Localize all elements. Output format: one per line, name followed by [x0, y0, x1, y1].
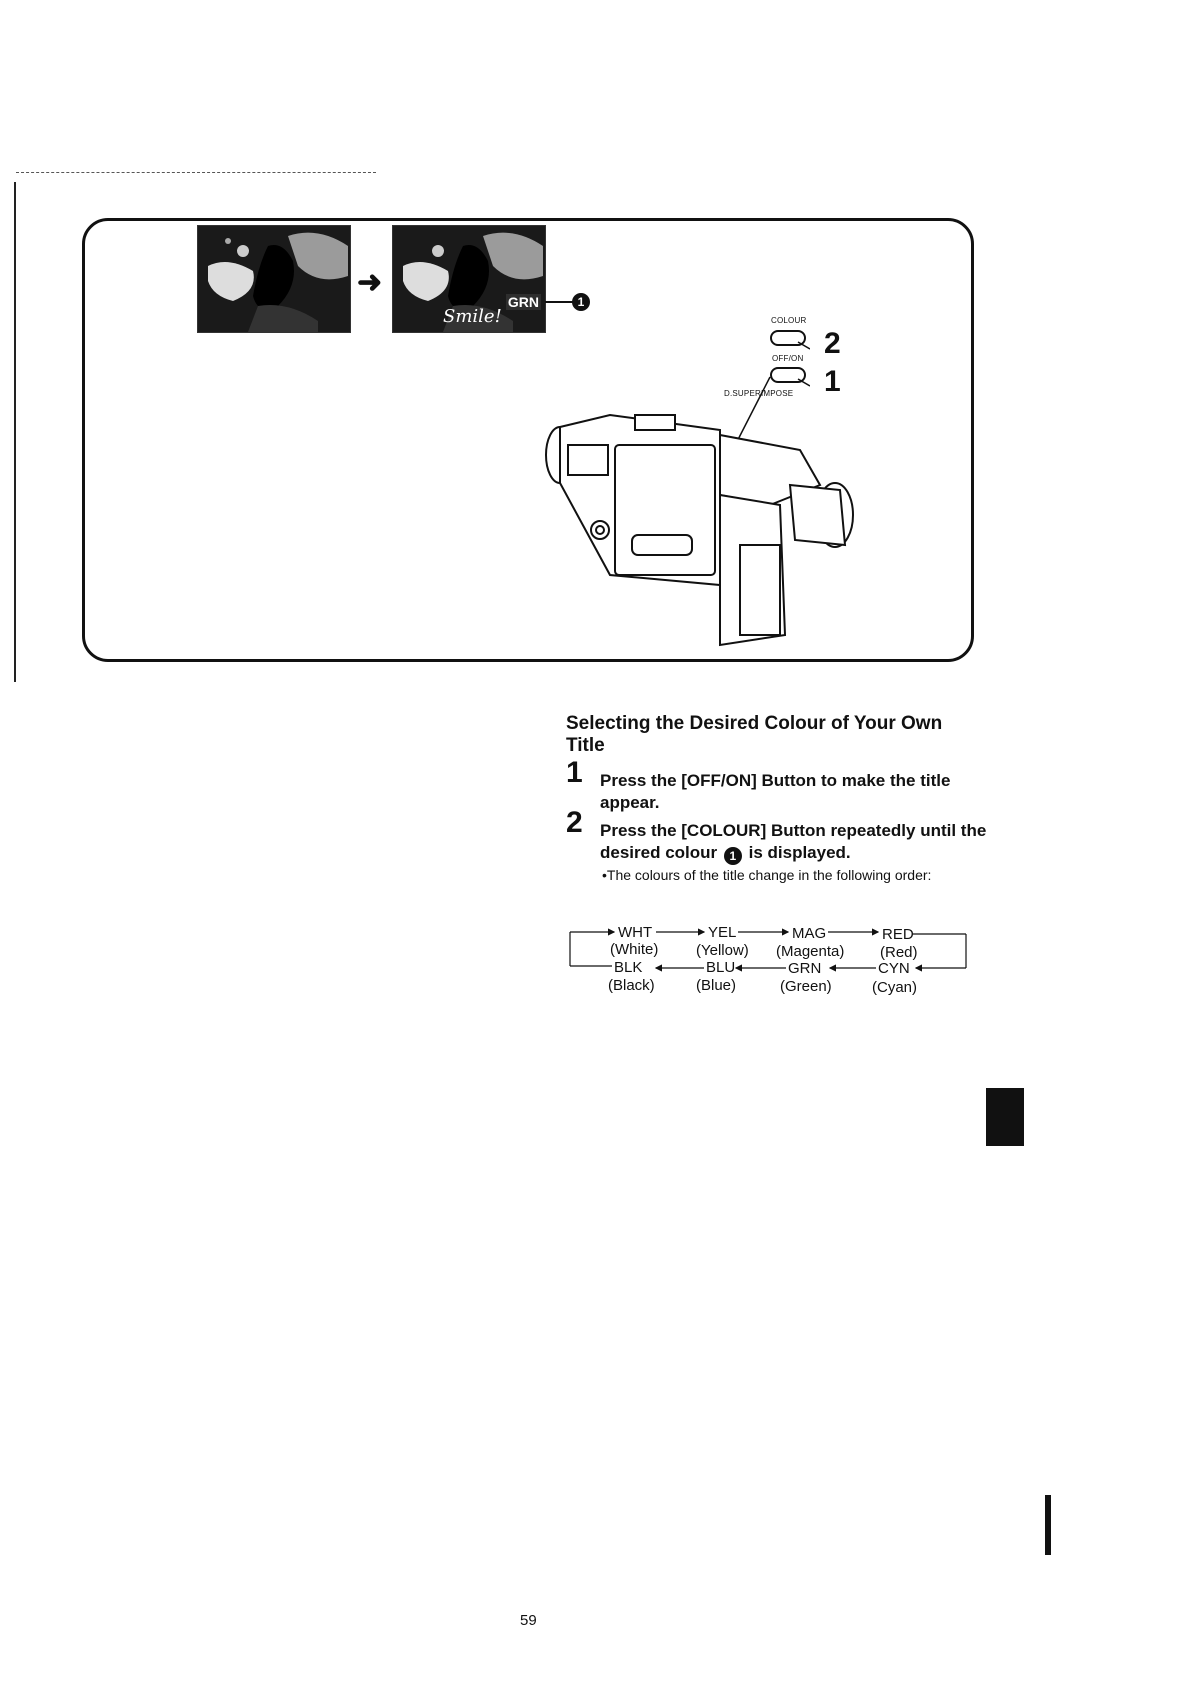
cycle-top-code-0: WHT — [618, 924, 653, 941]
colour-button[interactable] — [770, 328, 810, 350]
offon-button-label: OFF/ON — [772, 354, 804, 363]
left-margin-rule — [14, 182, 16, 682]
cycle-top-name-2: (Magenta) — [776, 943, 845, 960]
cycle-bottom-code-1: BLU — [706, 959, 736, 976]
step-2-text-before: Press the [COLOUR] Button repeatedly until the desired colour — [600, 821, 987, 862]
camcorder-illustration — [540, 375, 880, 655]
step-2-text — [600, 820, 990, 865]
cycle-top-name-0: (White) — [610, 941, 659, 958]
cycle-bottom-code-0: BLK — [614, 959, 643, 976]
arrow-icon: ➜ — [357, 266, 383, 299]
step-1-text: Press the [OFF/ON] Button to make the title appear. — [600, 771, 951, 812]
step-2-text-after: is displayed. — [748, 843, 851, 862]
cycle-bottom-code-2: GRN — [788, 960, 822, 977]
cycle-top-code-3: RED — [882, 926, 914, 943]
colour-cycle-diagram — [566, 920, 986, 1010]
cycle-top-name-3: (Red) — [880, 944, 918, 961]
step-2-number: 2 — [566, 806, 583, 839]
offon-step-number: 1 — [824, 365, 841, 398]
section-title: Selecting the Desired Colour of Your Own Title — [566, 713, 943, 756]
dsuperimpose-label: D.SUPERIMPOSE — [724, 389, 794, 398]
scene-image — [198, 226, 350, 332]
colour-order-note: •The colours of the title change in the following order: — [602, 867, 932, 883]
cycle-bottom-name-3: (Cyan) — [872, 979, 918, 996]
colour-step-number: 2 — [824, 327, 841, 360]
cycle-bottom-name-1: (Blue) — [696, 977, 737, 994]
screen-after — [392, 225, 546, 333]
colour-reference-badge: 1 — [724, 847, 742, 865]
cycle-bottom-code-3: CYN — [878, 960, 910, 977]
cycle-bottom-name-2: (Green) — [780, 978, 832, 995]
cycle-top-code-1: YEL — [708, 924, 737, 941]
colour-button-label: COLOUR — [771, 316, 807, 325]
cycle-bottom-name-0: (Black) — [608, 977, 655, 994]
step-1-number: 1 — [566, 756, 583, 789]
screen-before — [197, 225, 351, 333]
superimposed-title: Smile! — [443, 306, 502, 327]
scan-edge-mark — [1045, 1495, 1051, 1555]
page-number: 59 — [520, 1612, 537, 1629]
section-tab-marker — [986, 1088, 1024, 1146]
scan-artifact-line — [16, 172, 376, 173]
cycle-top-code-2: MAG — [792, 925, 827, 942]
colour-indicator: GRN — [507, 294, 539, 310]
cycle-top-name-1: (Yellow) — [696, 942, 749, 959]
callout-badge: 1 — [572, 293, 590, 311]
